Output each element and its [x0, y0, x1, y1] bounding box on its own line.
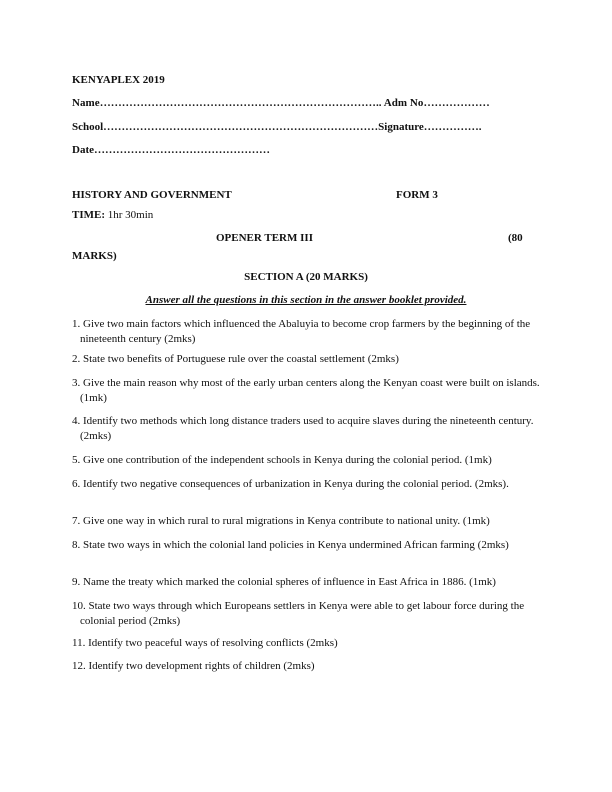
term-title: OPENER TERM III [216, 232, 313, 244]
question-6: 6. Identify two negative consequences of urbanization in Kenya during the colonial period. (2mks). [72, 478, 509, 490]
total-marks-part2: MARKS) [72, 250, 117, 262]
question-12: 12. Identify two development rights of children (2mks) [72, 660, 315, 672]
question-9: 9. Name the treaty which marked the colonial spheres of influence in East Africa in 1886. (1mk) [72, 576, 496, 588]
org-title: KENYAPLEX 2019 [72, 74, 165, 86]
question-1: 1. Give two main factors which influenced the Abaluyia to become crop farmers by the beginning of the nineteenth century (2mks) [72, 318, 531, 345]
instructions: Answer all the questions in this section in the answer booklet provided. [145, 294, 467, 306]
time-label: TIME: [72, 209, 105, 221]
question-3: 3. Give the main reason why most of the early urban centers along the Kenyan coast were built on islands. (1mk) [72, 377, 540, 404]
subject-title: HISTORY AND GOVERNMENT [72, 189, 232, 201]
question-11: 11. Identify two peaceful ways of resolving conflicts (2mks) [72, 637, 338, 649]
question-5: 5. Give one contribution of the independent schools in Kenya during the colonial period. (1mk) [72, 454, 492, 466]
name-adm-field: Name………………………………………………………………….. Adm No……………… [72, 97, 490, 109]
total-marks-part1: (80 [508, 232, 523, 244]
date-field: Date………………………………………… [72, 144, 270, 156]
school-signature-field: School…………………………………………………………………Signature……………. [72, 121, 482, 133]
question-2: 2. State two benefits of Portuguese rule over the coastal settlement (2mks) [72, 353, 399, 365]
question-10: 10. State two ways through which Europeans settlers in Kenya were able to get labour force during the colonial period (2mks) [72, 600, 525, 627]
time-value: 1hr 30min [107, 209, 154, 221]
question-7: 7. Give one way in which rural to rural migrations in Kenya contribute to national unity. (1mk) [72, 515, 490, 527]
form-label: FORM 3 [396, 189, 438, 201]
question-4: 4. Identify two methods which long distance traders used to acquire slaves during the nineteenth century. (2mks) [72, 415, 534, 442]
question-8: 8. State two ways in which the colonial land policies in Kenya undermined African farming (2mks) [72, 539, 509, 551]
section-title: SECTION A (20 MARKS) [244, 271, 368, 283]
time-line [72, 209, 153, 222]
